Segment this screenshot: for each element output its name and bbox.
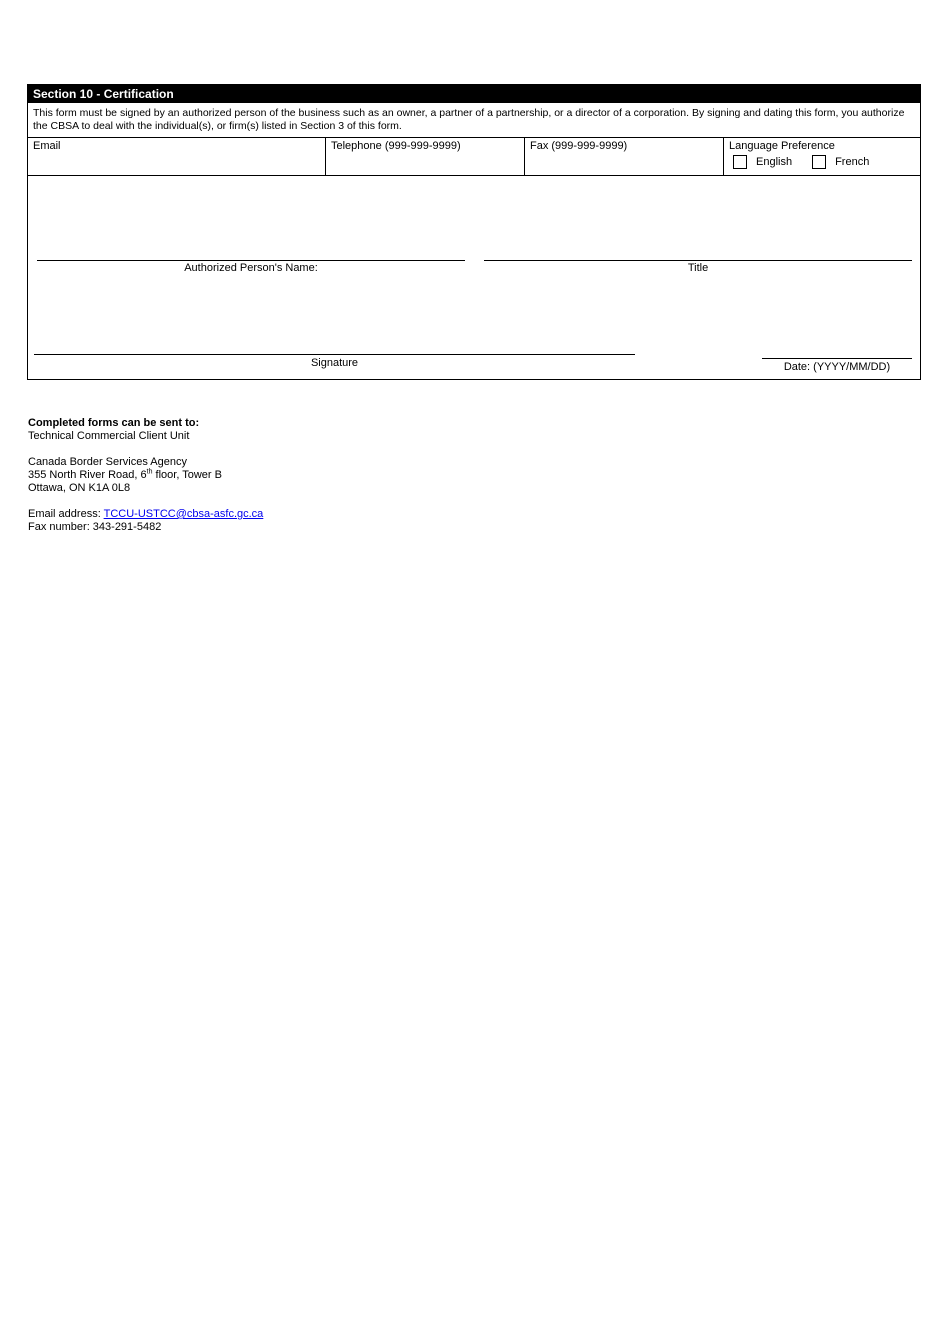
- french-checkbox[interactable]: [812, 155, 826, 169]
- signature-area: [28, 176, 920, 379]
- section-title: Section 10 - Certification: [28, 85, 920, 103]
- telephone-field[interactable]: [326, 138, 525, 175]
- contact-row: [28, 138, 920, 176]
- fax-label: Fax (999-999-9999): [530, 140, 628, 152]
- footer-agency: Canada Border Services Agency: [28, 456, 187, 468]
- language-option-english: [733, 155, 792, 169]
- certification-intro: This form must be signed by an authorized person of the business such as an owner, a partner of a partnership, or a director of a corporation. By signing and dating this form, you authorize the CBSA to deal with the individual(s), or firm(s) listed in Section 3 of this form.: [28, 103, 920, 138]
- name-line[interactable]: [37, 260, 465, 261]
- footer-email: Email address: TCCU-USTCC@cbsa-asfc.gc.ca: [28, 508, 264, 520]
- language-option-french: [812, 155, 869, 169]
- footer-fax: Fax number: 343-291-5482: [28, 521, 162, 533]
- name-caption: Authorized Person's Name:: [184, 262, 318, 274]
- email-field[interactable]: [28, 138, 326, 175]
- language-label: Language Preference: [729, 140, 835, 152]
- french-label: French: [835, 156, 870, 168]
- footer-street: 355 North River Road, 6th floor, Tower B: [28, 468, 222, 481]
- signature-line[interactable]: [34, 354, 635, 355]
- english-label: English: [756, 156, 793, 168]
- title-line[interactable]: [484, 260, 912, 261]
- certification-section: [27, 84, 921, 380]
- date-line[interactable]: [762, 358, 912, 359]
- email-link[interactable]: TCCU-USTCC@cbsa-asfc.gc.ca: [103, 508, 264, 520]
- telephone-label: Telephone (999-999-9999): [331, 140, 461, 152]
- footer-city: Ottawa, ON K1A 0L8: [28, 482, 131, 494]
- footer-unit: Technical Commercial Client Unit: [28, 430, 190, 442]
- title-caption: Title: [687, 262, 709, 274]
- language-preference: [724, 138, 920, 175]
- footer-address: [28, 417, 263, 534]
- signature-caption: Signature: [310, 357, 359, 369]
- email-label: Email: [33, 140, 61, 152]
- fax-field[interactable]: [525, 138, 724, 175]
- date-caption: Date: (YYYY/MM/DD): [783, 361, 891, 373]
- footer-heading: Completed forms can be sent to:: [28, 417, 200, 429]
- english-checkbox[interactable]: [733, 155, 747, 169]
